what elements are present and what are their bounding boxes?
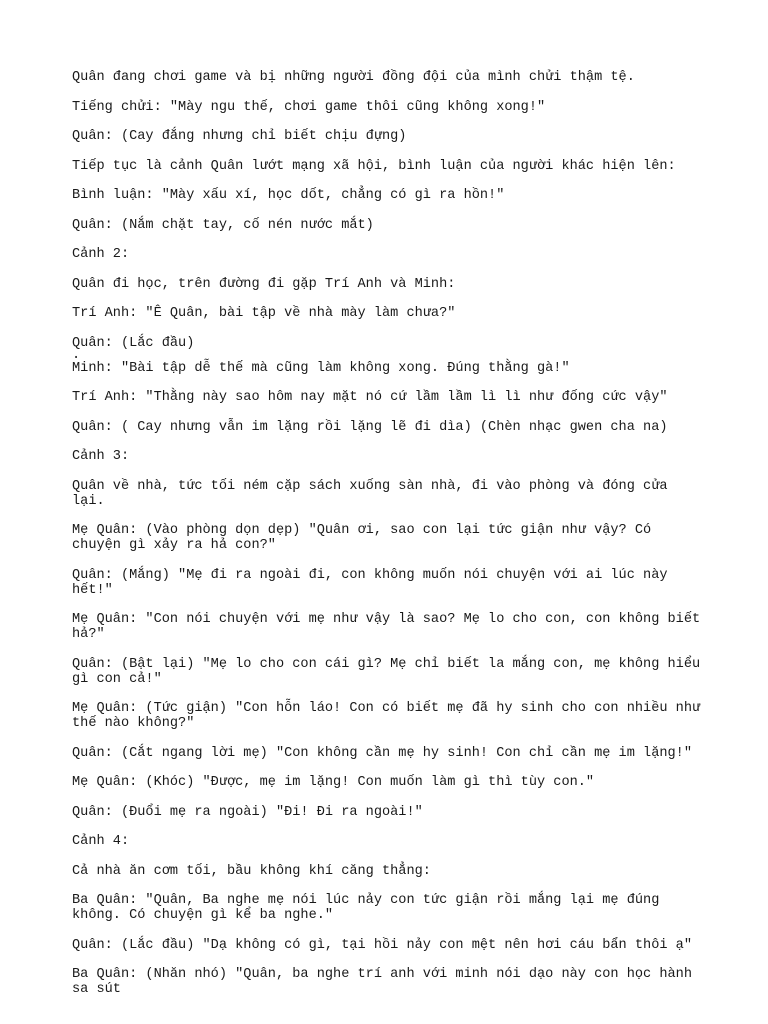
paragraph: Tiếp tục là cảnh Quân lướt mạng xã hội, bình luận của người khác hiện lên: — [72, 158, 676, 174]
paragraph: Bình luận: "Mày xấu xí, học dốt, chẳng có gì ra hồn!" — [72, 188, 505, 203]
paragraph: Quân: ( Cay nhưng vẫn im lặng rồi lặng lẽ đi dìa) (Chèn nhạc gwen cha na) — [72, 419, 668, 435]
paragraph: Minh: "Bài tập dễ thế mà cũng làm không xong. Đúng thằng gà!" — [72, 360, 570, 376]
paragraph: Quân: (Nắm chặt tay, cố nén nước mắt) — [72, 217, 374, 233]
paragraph: Quân: (Bật lại) "Mẹ lo cho con cái gì? Mẹ chỉ biết la mắng con, mẹ không hiểu gì con cả!" — [72, 656, 709, 687]
paragraph: Quân: (Lắc đầu) "Dạ không có gì, tại hồi nảy con mệt nên hơi cáu bẩn thôi ạ" — [72, 937, 692, 953]
paragraph: Mẹ Quân: "Con nói chuyện với mẹ như vậy là sao? Mẹ lo cho con, con không biết hả?" — [72, 612, 709, 642]
scene-heading: Cảnh 2: — [72, 247, 130, 262]
paragraph: Mẹ Quân: (Vào phòng dọn dẹp) "Quân ơi, sao con lại tức giận như vậy? Có chuyện gì xảy ra hả con?" — [72, 523, 660, 553]
paragraph: Ba Quân: "Quân, Ba nghe mẹ nói lúc nảy con tức giận rồi mắng lại mẹ đúng không. Có chuyện gì kể ba nghe." — [72, 893, 668, 923]
paragraph: Ba Quân: (Nhăn nhó) "Quân, ba nghe trí anh với minh nói dạo này con học hành sa sút — [72, 967, 701, 997]
paragraph: Quân: (Cắt ngang lời mẹ) "Con không cần mẹ hy sinh! Con chỉ cần mẹ im lặng!" — [72, 745, 692, 761]
paragraph: Quân: (Mắng) "Mẹ đi ra ngoài đi, con không muốn nói chuyện với ai lúc này hết!" — [72, 567, 676, 598]
document-body — [72, 70, 709, 1012]
paragraph: Mẹ Quân: (Tức giận) "Con hỗn láo! Con có biết mẹ đã hy sinh cho con nhiều như thế nào không?" — [72, 701, 709, 731]
paragraph: Tiếng chửi: "Mày ngu thế, chơi game thôi cũng không xong!" — [72, 99, 546, 115]
scene-heading: Cảnh 3: — [72, 449, 130, 464]
paragraph: Trí Anh: "Ê Quân, bài tập về nhà mày làm chưa?" — [72, 306, 456, 321]
paragraph: Quân: (Cay đắng nhưng chỉ biết chịu đựng) — [72, 129, 407, 144]
paragraph: Trí Anh: "Thằng này sao hôm nay mặt nó cứ lầm lầm lì lì như đống cức vậy" — [72, 390, 668, 405]
paragraph: Quân đang chơi game và bị những người đồng đội của mình chửi thậm tệ. — [72, 70, 635, 85]
paragraph: Quân đi học, trên đường đi gặp Trí Anh và Minh: — [72, 276, 456, 292]
paragraph: Quân: (Lắc đầu) — [72, 335, 195, 351]
paragraph: Quân về nhà, tức tối ném cặp sách xuống sàn nhà, đi vào phòng và đóng cửa lại. — [72, 478, 676, 509]
paragraph: Mẹ Quân: (Khóc) "Được, mẹ im lặng! Con muốn làm gì thì tùy con." — [72, 775, 595, 790]
scene-heading: Cảnh 4: — [72, 834, 130, 849]
paragraph: Quân: (Đuổi mẹ ra ngoài) "Đi! Đi ra ngoài!" — [72, 804, 423, 820]
paragraph: Cả nhà ăn cơm tối, bầu không khí căng thẳng: — [72, 863, 431, 879]
stray-dot: . — [72, 347, 81, 363]
